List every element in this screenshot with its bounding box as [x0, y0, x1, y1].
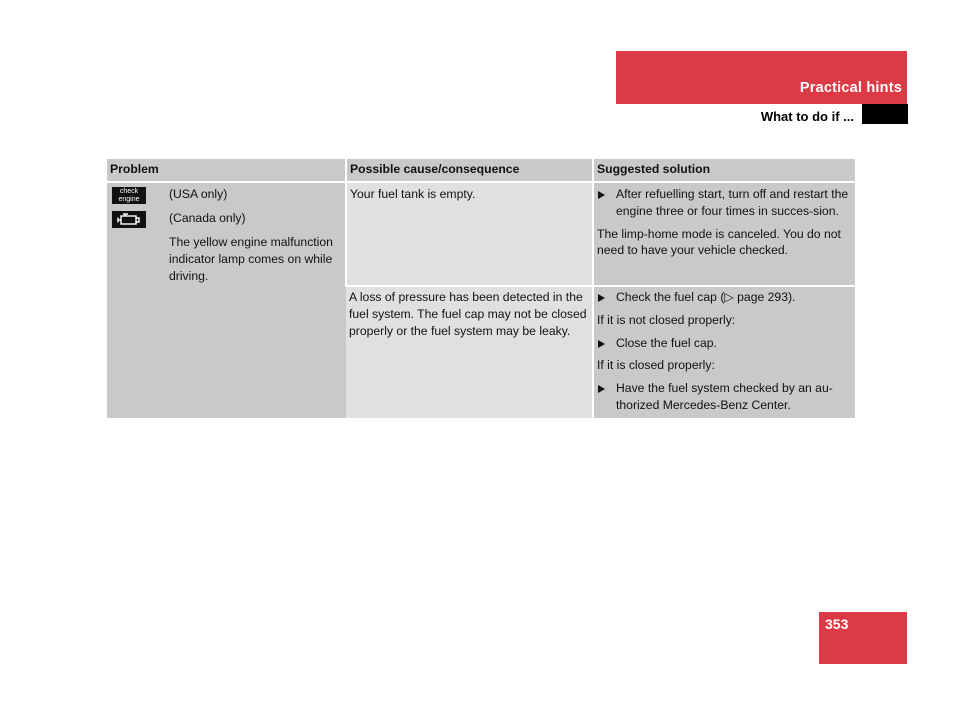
table-header-row: [107, 159, 855, 182]
column-header-cause: Possible cause/consequence: [346, 159, 593, 182]
cause-cell: Your fuel tank is empty.: [346, 182, 593, 286]
section-tab-marker: [862, 104, 908, 124]
solution-step: [597, 335, 852, 352]
engine-outline-icon: [112, 211, 146, 228]
solution-step: [597, 380, 852, 414]
column-header-problem: Problem: [107, 159, 346, 182]
section-title: Practical hints: [799, 80, 902, 96]
usa-indicator-line: [110, 186, 342, 204]
solution-cell: [593, 286, 855, 418]
cause-cell: A loss of pressure has been detected in the fuel system. The fuel cap may not be closed properly or the fuel system may be leaky.: [346, 286, 593, 418]
section-header-bar: [616, 51, 907, 104]
bullet-arrow-icon: [598, 294, 605, 302]
solution-step-text: After refuelling start, turn off and restart the engine three or four times in succes-sion.: [616, 187, 849, 218]
problem-solution-table: [107, 159, 855, 418]
subsection-title: What to do if ...: [760, 109, 854, 124]
usa-only-text: (USA only): [169, 187, 228, 201]
check-engine-icon-label: check engine: [118, 188, 140, 203]
solution-step-text: Check the fuel cap (▷ page 293).: [616, 290, 796, 304]
solution-step-text: Close the fuel cap.: [616, 335, 717, 350]
solution-step: [597, 186, 852, 220]
solution-condition: If it is not closed properly:: [597, 312, 736, 327]
solution-step-text: Have the fuel system checked by an au-thorized Mercedes-Benz Center.: [616, 381, 833, 412]
column-header-solution: Suggested solution: [593, 159, 855, 182]
problem-description: The yellow engine malfunction indicator lamp comes on while driving.: [169, 235, 333, 283]
page-number: 353: [825, 616, 849, 632]
bullet-arrow-icon: [598, 191, 605, 199]
bullet-arrow-icon: [598, 340, 605, 348]
solution-condition: If it is closed properly:: [597, 358, 715, 373]
problem-cell: [107, 182, 346, 418]
canada-indicator-line: [110, 210, 342, 228]
solution-step: [597, 289, 852, 306]
check-engine-icon: [112, 187, 146, 204]
table-row: [107, 182, 855, 286]
canada-only-text: (Canada only): [169, 211, 246, 225]
solution-cell: [593, 182, 855, 286]
bullet-arrow-icon: [598, 385, 605, 393]
solution-note: The limp-home mode is canceled. You do not need to have your vehicle checked.: [597, 226, 841, 258]
